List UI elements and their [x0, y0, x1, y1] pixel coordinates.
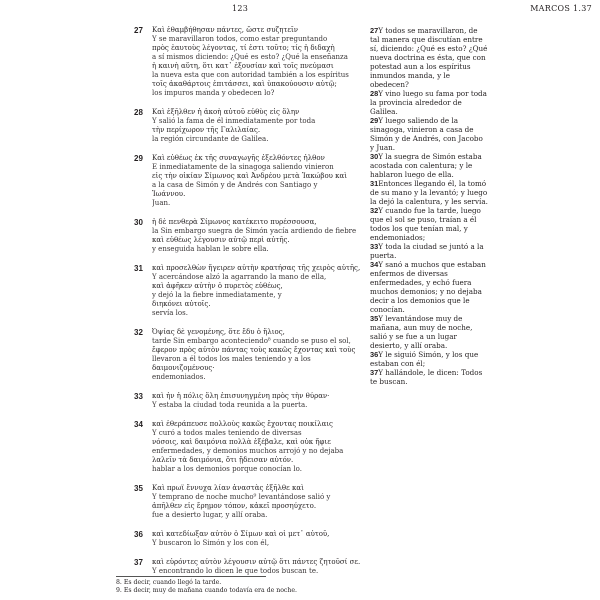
- spanish-gloss-line: Y salió la fama de él inmediatamente por toda: [152, 117, 316, 125]
- spanish-gloss-line: Y estaba la ciudad toda reunida a la puerta.: [152, 401, 308, 409]
- verse-text: Entonces llegando él, la tomó de su mano y la levantó; y luego la dejó la calentura, y les servía.: [370, 179, 488, 206]
- spanish-gloss-line: E inmediatamente de la sinagoga saliendo vinieron: [152, 163, 334, 171]
- greek-line: εἰς τὴν οἰκίαν Σίμωνος καὶ Ἀνδρέου μετὰ Ἰακώβου καὶ: [152, 172, 347, 180]
- spanish-gloss-line: la región circundante de Galilea.: [152, 135, 269, 143]
- greek-line: ἡ καινὴ αὕτη, ὅτι κατ᾽ ἐξουσίαν καὶ τοῖς πνεύμασι: [152, 62, 334, 70]
- greek-line: ἡ δὲ πενθερὰ Σίμωνος κατέκειτο πυρέσσουσα,: [152, 218, 317, 226]
- verse-text: Y la suegra de Simón estaba acostada con calentura; y le hablaron luego de ella.: [370, 152, 482, 179]
- spanish-gloss-line: la nueva esta que con autoridad también a los espíritus: [152, 71, 349, 79]
- verse-text: Y levantándose muy de mañana, aun muy de noche, salió y se fue a un lugar desierto, y allí oraba.: [370, 314, 473, 350]
- translation-verse: [370, 89, 488, 116]
- greek-line: καὶ κατεδίωξαν αὐτὸν ὁ Σίμων καὶ οἱ μετ᾽ αὐτοῦ,: [152, 530, 330, 538]
- verse-text: Y toda la ciudad se juntó a la puerta.: [370, 242, 484, 260]
- verse-text: Y sanó a muchos que estaban enfermos de diversas enfermedades, y echó fuera muchos demonios; y no dejaba decir a los demonios que le conocían.: [370, 260, 486, 314]
- spanish-gloss-line: y enseguida hablan le sobre ella.: [152, 245, 269, 253]
- interlinear-verse: [134, 264, 364, 318]
- verse-number: 28: [134, 108, 143, 117]
- greek-line: δαιμονιζομένους·: [152, 364, 215, 372]
- verse-number: 27: [370, 26, 379, 35]
- spanish-gloss-line: Juan.: [152, 199, 171, 207]
- interlinear-verse: [134, 218, 364, 254]
- verse-text: Y luego saliendo de la sinagoga, vinieron a casa de Simón y de Andrés, con Jacobo y Juan.: [370, 116, 483, 152]
- spanish-gloss-line: Y acercándose alzó la agarrando la mano de ella,: [152, 273, 327, 281]
- translation-verse: [370, 368, 488, 386]
- spanish-gloss-line: Y temprano de noche mucho⁹ levantándose salió y: [152, 493, 331, 501]
- verse-number: 33: [134, 392, 143, 401]
- interlinear-verse: [134, 558, 364, 576]
- verse-number: 31: [370, 179, 379, 188]
- interlinear-verse: [134, 108, 364, 144]
- greek-line: τοῖς ἀκαθάρτοις ἐπιτάσσει, καὶ ὑπακούουσιν αὐτῷ;: [152, 80, 337, 88]
- greek-line: Καὶ εὐθέως ἐκ τῆς συναγωγῆς ἐξελθόντες ἦλθον: [152, 154, 325, 162]
- footnote: 9. Es decir, muy de mañana cuando todavía era de noche.: [116, 587, 298, 594]
- greek-line: καὶ ἦν ἡ πόλις ὅλη ἐπισυνηγμένη πρὸς τὴν θύραν·: [152, 392, 330, 400]
- greek-line: διηκόνει αὐτοῖς.: [152, 300, 211, 308]
- translation-verse: [370, 260, 488, 314]
- translation-verse: [370, 242, 488, 260]
- spanish-gloss-line: fue a desierto lugar, y allí oraba.: [152, 511, 268, 519]
- spanish-gloss-line: endemoniados.: [152, 373, 206, 381]
- verse-number: 29: [134, 154, 143, 163]
- spanish-gloss-line: y dejó la la fiebre inmediatamente, y: [152, 291, 282, 299]
- verse-number: 35: [134, 484, 143, 493]
- spanish-gloss-line: Y encontrando lo dicen le que todos buscan te.: [152, 567, 319, 575]
- greek-line: ἀπῆλθεν εἰς ἔρημον τόπον, κἀκεῖ προσηύχετο.: [152, 502, 317, 510]
- translation-verse: [370, 116, 488, 152]
- greek-line: Καὶ ἐθαμβήθησαν πάντες, ὥστε συζητεῖν: [152, 26, 298, 34]
- verse-text: Y vino luego su fama por toda la provincia alrededor de Galilea.: [370, 89, 487, 116]
- greek-line: Καὶ πρωῒ ἔννυχα λίαν ἀναστὰς ἐξῆλθε καὶ: [152, 484, 304, 492]
- greek-line: ἔφερον πρὸς αὐτὸν πάντας τοὺς κακῶς ἔχοντας καὶ τοὺς: [152, 346, 356, 354]
- verse-number: 28: [370, 89, 379, 98]
- verse-number: 36: [134, 530, 143, 539]
- spanish-gloss-line: enfermedades, y demonios muchos arrojó y no dejaba: [152, 447, 344, 455]
- verse-number: 35: [370, 314, 379, 323]
- footnote-rule: [116, 576, 266, 577]
- verse-number: 27: [134, 26, 143, 35]
- verse-number: 34: [134, 420, 143, 429]
- page-number: 123: [232, 4, 249, 13]
- verse-number: 33: [370, 242, 379, 251]
- verse-text: Y cuando fue la tarde, luego que el sol se puso, traían a él todos los que tenían mal, y endemoniados;: [370, 206, 481, 242]
- greek-line: καὶ εὑρόντες αὐτὸν λέγουσιν αὐτῷ ὅτι πάντες ζητοῦσί σε.: [152, 558, 361, 566]
- greek-line: Ὀψίας δὲ γενομένης, ὅτε ἔδυ ὁ ἥλιος,: [152, 328, 285, 336]
- spanish-gloss-line: servía los.: [152, 309, 188, 317]
- verse-text: Y hallándole, le dicen: Todos te buscan.: [370, 368, 483, 386]
- spanish-gloss-line: a sí mismos diciendo: ¿Qué es esto? ¿Qué la enseñanza: [152, 53, 348, 61]
- greek-line: τὴν περίχωρον τῆς Γαλιλαίας.: [152, 126, 261, 134]
- verse-text: Y todos se maravillaron, de tal manera que discutían entre sí, diciendo: ¿Qué es esto? ¿Qué nueva doctrina es ésta, que con potestad aun a los espíritus inmundos manda, y le obedecen?: [370, 26, 488, 89]
- translation-verse: [370, 26, 488, 89]
- greek-line: καὶ εὐθέως λέγουσιν αὐτῷ περὶ αὐτῆς.: [152, 236, 290, 244]
- translation-verse: [370, 314, 488, 350]
- translation-verse: [370, 206, 488, 242]
- interlinear-verse: [134, 484, 364, 520]
- greek-line: Καὶ ἐξῆλθεν ἡ ἀκοὴ αὐτοῦ εὐθὺς εἰς ὅλην: [152, 108, 300, 116]
- greek-line: Ἰωάννου.: [152, 190, 186, 198]
- interlinear-verse: [134, 154, 364, 208]
- interlinear-verse: [134, 392, 364, 410]
- greek-line: καὶ ἀφῆκεν αὐτὴν ὁ πυρετὸς εὐθέως,: [152, 282, 283, 290]
- footnote: 8. Es decir, cuando llegó la tarde.: [116, 579, 222, 586]
- spanish-gloss-line: tarde Sin embargo aconteciendo⁸ cuando se puso el sol,: [152, 337, 351, 345]
- spanish-gloss-line: llevaron a él todos los males teniendo y a los: [152, 355, 311, 363]
- book-reference: MARCOS 1.37: [530, 4, 592, 13]
- translation-verse: [370, 179, 488, 206]
- verse-number: 30: [370, 152, 379, 161]
- verse-number: 32: [370, 206, 379, 215]
- verse-number: 32: [134, 328, 143, 337]
- running-head: [232, 4, 592, 16]
- spanish-gloss-line: Y se maravillaron todos, como estar preguntando: [152, 35, 328, 43]
- translation-column: [370, 26, 488, 386]
- interlinear-column: [134, 26, 364, 586]
- translation-verse: [370, 152, 488, 179]
- footnotes: [116, 579, 416, 595]
- greek-line: καὶ προσελθὼν ἤγειρεν αὐτὴν κρατήσας τῆς χειρὸς αὐτῆς,: [152, 264, 361, 272]
- spanish-gloss-line: a la casa de Simón y de Andrés con Santiago y: [152, 181, 318, 189]
- interlinear-verse: [134, 420, 364, 474]
- greek-line: νόσοις, καὶ δαιμόνια πολλὰ ἐξέβαλε, καὶ οὐκ ἤφιε: [152, 438, 331, 446]
- spanish-gloss-line: los impuros manda y obedecen lo?: [152, 89, 275, 97]
- spanish-gloss-line: Y curó a todos males teniendo de diversas: [152, 429, 302, 437]
- verse-number: 29: [370, 116, 379, 125]
- greek-line: καὶ ἐθεράπευσε πολλοὺς κακῶς ἔχοντας ποικίλαις: [152, 420, 333, 428]
- verse-number: 34: [370, 260, 379, 269]
- spanish-gloss-line: hablar a los demonios porque conocían lo.: [152, 465, 302, 473]
- verse-number: 37: [370, 368, 379, 377]
- verse-number: 31: [134, 264, 143, 273]
- spanish-gloss-line: la Sin embargo suegra de Simón yacía ardiendo de fiebre: [152, 227, 357, 235]
- verse-text: Y le siguió Simón, y los que estaban con él;: [370, 350, 479, 368]
- verse-number: 36: [370, 350, 379, 359]
- verse-number: 37: [134, 558, 143, 567]
- verse-number: 30: [134, 218, 143, 227]
- spanish-gloss-line: Y buscaron lo Simón y los con él,: [152, 539, 270, 547]
- greek-line: λαλεῖν τὰ δαιμόνια, ὅτι ᾔδεισαν αὐτόν.: [152, 456, 294, 464]
- interlinear-verse: [134, 530, 364, 548]
- translation-verse: [370, 350, 488, 368]
- interlinear-verse: [134, 328, 364, 382]
- interlinear-verse: [134, 26, 364, 98]
- greek-line: πρὸς ἑαυτοὺς λέγοντας, τί ἐστι τοῦτο; τίς ἡ διδαχὴ: [152, 44, 335, 52]
